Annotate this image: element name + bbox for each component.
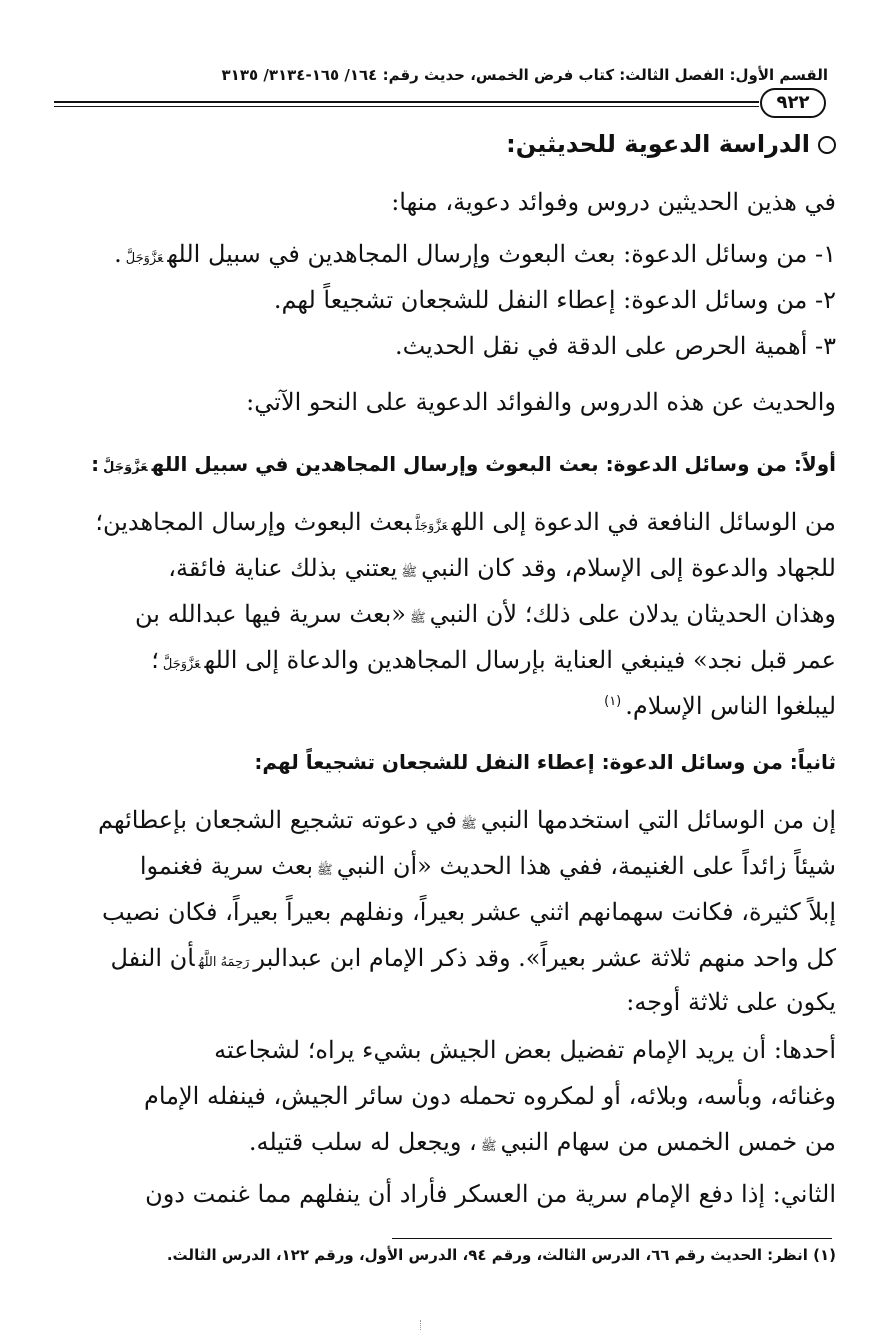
paragraph-line [60, 1082, 836, 1110]
text-run: ليبلغوا الناس الإسلام. [625, 692, 836, 720]
circle-bullet-icon [818, 136, 836, 154]
text-run: يكون على ثلاثة أوجه: [626, 988, 836, 1016]
paragraph-line [60, 1180, 836, 1208]
honorific: ﷺ [461, 817, 477, 832]
text-run: وغنائه، وبأسه، وبلائه، أو لمكروه تحمله دون سائر الجيش، فينفله الإمام [143, 1082, 836, 1110]
text-run: «بعث سرية فيها عبدالله بن [135, 600, 406, 628]
text-run: ؛ [151, 646, 159, 674]
honorific: عَزَّوَجَلَّ [415, 519, 448, 534]
text-run: كل واحد منهم ثلاثة عشر بعيراً». وقد ذكر الإمام ابن عبدالبر [253, 944, 836, 972]
paragraph-line [60, 508, 836, 536]
subsection-heading-first [60, 452, 836, 476]
header-rule-thin [54, 106, 759, 107]
paragraph-line [60, 852, 836, 881]
honorific: ﷺ [409, 611, 426, 626]
paragraph-line [60, 806, 836, 835]
text-run: وهذان الحديثان يدلان على ذلك؛ لأن النبي [429, 600, 836, 628]
subsection-heading-second: ثانياً: من وسائل الدعوة: إعطاء النفل للشجعان تشجيعاً لهم: [254, 750, 836, 774]
paragraph-line [60, 646, 836, 674]
text-run: ، ويجعل له سلب قتيله. [248, 1128, 477, 1156]
paragraph-line [60, 898, 836, 926]
running-header: القسم الأول: الفصل الثالث: كتاب فرض الخمس، حديث رقم: ١٦٤/ ١٦٥-٣١٣٤/ ٣١٣٥ [221, 66, 828, 84]
text-run: بعث سرية فغنموا [139, 852, 314, 880]
page-number: ٩٢٢ [776, 92, 810, 113]
paragraph-line [60, 600, 836, 629]
text-run: أن النفل [110, 944, 195, 972]
paragraph-line [60, 692, 836, 720]
honorific: ﷺ [480, 1139, 497, 1154]
paragraph-line [60, 944, 836, 972]
text-run: شيئاً زائداً على الغنيمة، ففي هذا الحديث «أن النبي [336, 852, 836, 880]
honorific: ﷺ [401, 565, 418, 580]
intro-item-tail: . [114, 240, 122, 268]
text-run: في دعوته تشجيع الشجعان بإعطائهم [98, 806, 458, 834]
section-heading [300, 130, 836, 158]
footnote-rule [392, 1238, 832, 1239]
heading-tail: : [91, 452, 100, 476]
page-number-badge [760, 88, 826, 118]
scan-mark [420, 1320, 423, 1330]
intro-closing: والحديث عن هذه الدروس والفوائد الدعوية على النحو الآتي: [246, 388, 836, 416]
text-run: إن من الوسائل التي استخدمها النبي [480, 806, 836, 834]
text-run: عمر قبل نجد» فينبغي العناية بإرسال المجاهدين والدعاة إلى الله [204, 646, 836, 674]
intro-line: في هذين الحديثين دروس وفوائد دعوية، منها: [391, 188, 836, 216]
footnote-reference: (١) [604, 694, 622, 709]
honorific: عَزَّوَجَلَّ [125, 251, 164, 266]
paragraph-line [60, 1036, 836, 1064]
text-run: من خمس الخمس من سهام النبي [500, 1128, 836, 1156]
intro-item-2: ٢- من وسائل الدعوة: إعطاء النفل للشجعان تشجيعاً لهم. [273, 286, 836, 314]
intro-item-text: ١- من وسائل الدعوة: بعث البعوث وإرسال المجاهدين في سبيل الله [167, 240, 836, 268]
text-run: من الوسائل النافعة في الدعوة إلى الله [451, 508, 836, 536]
section-heading-text: الدراسة الدعوية للحديثين: [506, 130, 810, 158]
text-run: يعتني بذلك عناية فائقة، [168, 554, 398, 582]
intro-item-3: ٣- أهمية الحرص على الدقة في نقل الحديث. [394, 332, 836, 360]
honorific: عَزَّوَجَلَّ [103, 460, 148, 475]
honorific: عَزَّوَجَلَّ [162, 657, 201, 672]
paragraph-line [60, 988, 836, 1016]
subsection-heading-text: أولاً: من وسائل الدعوة: بعث البعوث وإرسال المجاهدين في سبيل الله [151, 452, 836, 476]
footnote: (١) انظر: الحديث رقم ٦٦، الدرس الثالث، ورقم ٩٤، الدرس الأول، ورقم ١٢٢، الدرس الثالث. [166, 1246, 836, 1264]
honorific: رَحِمَهُ اللَّهُ [198, 955, 250, 970]
text-run: أحدها: أن يريد الإمام تفضيل بعض الجيش بشيء يراه؛ لشجاعته [214, 1036, 836, 1064]
text-run: بعث البعوث وإرسال المجاهدين؛ [95, 508, 412, 536]
intro-item-1 [60, 240, 836, 268]
paragraph-line [60, 554, 836, 583]
text-run: الثاني: إذا دفع الإمام سرية من العسكر فأراد أن ينفلهم مما غنمت دون [145, 1180, 836, 1208]
text-run: للجهاد والدعوة إلى الإسلام، وقد كان النبي [421, 554, 836, 582]
text-run: إبلاً كثيرة، فكانت سهمانهم اثني عشر بعيراً، ونفلهم بعيراً بعيراً، فكان نصيب [101, 898, 836, 926]
honorific: ﷺ [317, 863, 333, 878]
header-rule [54, 101, 759, 103]
paragraph-line [60, 1128, 836, 1157]
